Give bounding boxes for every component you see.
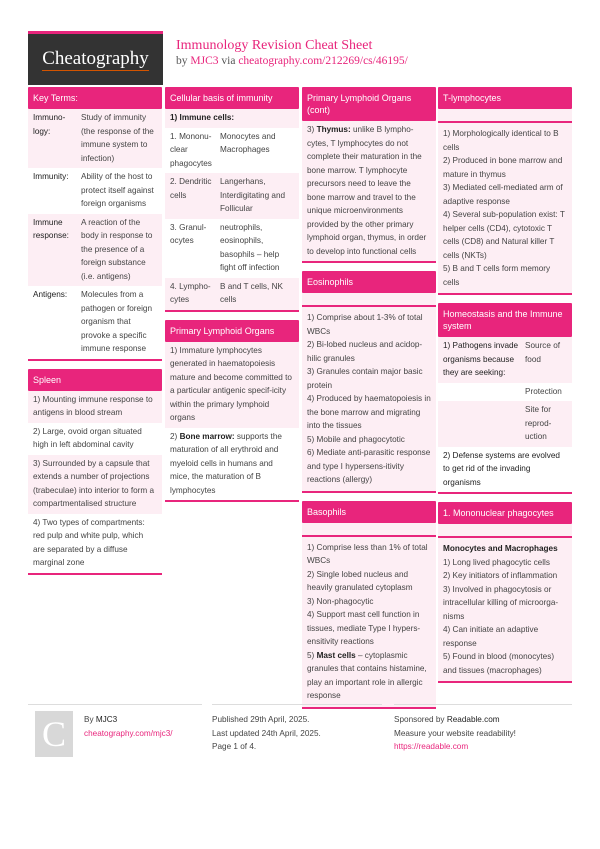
- list-body: [438, 123, 572, 293]
- bold-term: Bone marrow:: [179, 431, 235, 441]
- section-title: T-lymphocytes: [438, 87, 572, 109]
- row-value: Protection: [525, 386, 562, 396]
- sponsor-name: Readable.com: [446, 715, 500, 724]
- cell-examples: Monocytes and Macrophages: [220, 131, 276, 154]
- row-value: Site for reprod-uction: [525, 405, 552, 441]
- list-item: [307, 649, 431, 703]
- table-row: 2) Defense systems are evolved to get rid of the invading organisms: [443, 450, 560, 487]
- definition: Ability of the host to protect itself against foreign organisms: [81, 172, 154, 208]
- term: Immune response:: [33, 217, 69, 240]
- cell-row: [165, 278, 299, 310]
- list-item: 2) Large, ovoid organ situated high in left abdominal cavity: [33, 426, 142, 449]
- list-item: 4) Produced by haematopoiesis in the bone marrow and migrating into the tissues: [307, 394, 431, 430]
- footer-sponsor: [394, 704, 572, 754]
- author-name: MJC3: [95, 715, 118, 724]
- cell-row: [165, 219, 299, 278]
- cell-examples: neutrophils, eosinophils, basophils – help fight off infection: [220, 222, 280, 272]
- definition: Study of immunity (the response of the immune system to infection): [81, 113, 154, 163]
- list-item: [302, 121, 436, 261]
- item-text: supports the maturation of all erythroid and myeloid cells in humans and mice, the maturation of B lymphocytes: [170, 431, 282, 495]
- intro-row: [165, 109, 299, 128]
- subtitle: [176, 55, 408, 67]
- section-title: Spleen: [28, 369, 162, 391]
- intro-label: 1) Immune cells:: [170, 113, 235, 122]
- divider: [302, 293, 436, 307]
- list-body: [302, 307, 436, 491]
- basophils-section: [302, 501, 436, 709]
- item-text: – cytoplasmic granules that contains histamine, play an important role in allergic response: [307, 650, 427, 700]
- cell-row: [165, 128, 299, 174]
- term-row: [28, 286, 162, 359]
- author-profile-link[interactable]: cheatography.com/mjc3/: [84, 728, 173, 738]
- list-item: 1) Morphologically identical to B cells: [443, 129, 559, 152]
- list-item: 3) Non-phagocytic: [307, 596, 374, 606]
- author-line: [84, 713, 202, 727]
- list-item: 3) Involved in phagocytosis or intracellular killing of microorga-nisms: [443, 584, 559, 621]
- key-terms-section: [28, 87, 162, 361]
- updated-date: Last updated 24th April, 2025.: [212, 728, 321, 738]
- list-item: 1) Immature lymphocytes generated in haematopoiesis mature and become committed to a particular antigenic specif-icity within the primary lymphoid organs: [165, 342, 299, 428]
- item-text: unlike B lympho-cytes, T lymphocytes do not complete their maturation in the bone marrow. T lymphocyte precursors need to leave the bone marrow and travel to the unique microenvironments provided by the other primary lymphoid organ, thymus, in order to develop into functional cells: [307, 125, 427, 256]
- column-3: [302, 87, 436, 717]
- sponsor-link[interactable]: https://readable.com: [394, 742, 469, 751]
- list-item: 1) Long lived phagocytic cells: [443, 557, 550, 567]
- via-label: via: [221, 55, 236, 67]
- footer-author: [28, 704, 202, 764]
- term-row: [28, 168, 162, 214]
- section-title: Primary Lymphoid Organs: [165, 320, 299, 342]
- sponsor-line: [394, 713, 572, 727]
- table-row: [438, 383, 572, 402]
- cell-examples: B and T cells, NK cells: [220, 281, 283, 304]
- cell-type: 3. Granul-ocytes: [170, 222, 207, 245]
- list-body: [438, 538, 572, 681]
- column-1: [28, 87, 162, 583]
- section-title: Eosinophils: [302, 271, 436, 293]
- sponsored-label: Sponsored by: [394, 715, 447, 724]
- list-body: [302, 537, 436, 707]
- primary-lymphoid-cont-section: [302, 87, 436, 263]
- t-lymphocytes-section: [438, 87, 572, 295]
- page-number: Page 1 of 4.: [212, 742, 257, 751]
- author-link[interactable]: MJC3: [190, 55, 219, 67]
- table-row: [438, 337, 572, 383]
- published-date: Published 29th April, 2025.: [212, 715, 310, 724]
- sheet-url-link[interactable]: cheatography.com/212269/cs/46195/: [238, 55, 408, 67]
- cell-type: 4. Lympho-cytes: [170, 281, 211, 304]
- list-item: 2) Key initiators of inflammation: [443, 571, 558, 580]
- term: Antigens:: [33, 290, 68, 299]
- list-item: 3) Surrounded by a capsule that extends a number of projections (trabeculae) into interior to form a compartmentalised structure: [28, 455, 162, 514]
- term: Immuno-logy:: [33, 113, 66, 136]
- list-item: 2) Bi-lobed nucleus and acidop-hilic granules: [307, 340, 423, 363]
- list-item: 3) Granules contain major basic protein: [307, 367, 423, 390]
- list-item: 1) Comprise less than 1% of total WBCs: [307, 542, 428, 565]
- bold-term: Mast cells: [316, 650, 356, 660]
- divider: [438, 109, 572, 123]
- list-item: 2) Produced in bone marrow and mature in thymus: [443, 156, 563, 179]
- cell-row: [165, 173, 299, 219]
- list-item: 5) Mobile and phagocytotic: [307, 434, 405, 444]
- list-item: 5) Found in blood (monocytes) and tissues (macrophages): [443, 652, 555, 675]
- cell-examples: Langerhans, Interdigitating and Follicular: [220, 177, 286, 213]
- list-item: 3) Mediated cell-mediated arm of adaptive response: [443, 183, 563, 206]
- table-row: [438, 401, 572, 447]
- sponsor-tagline: Measure your website readability!: [394, 728, 516, 738]
- term-row: [28, 109, 162, 168]
- prefix: 5): [307, 650, 317, 660]
- eosinophils-section: [302, 271, 436, 493]
- divider: [302, 523, 436, 537]
- term-row: [28, 214, 162, 287]
- by-label: By: [84, 715, 96, 724]
- column-2: [165, 87, 299, 510]
- spleen-section: [28, 369, 162, 575]
- section-title: Cellular basis of immunity: [165, 87, 299, 109]
- list-item: 1) Mounting immune response to antigens in blood stream: [28, 391, 162, 423]
- by-label: by: [176, 55, 188, 67]
- list-item: 4) Several sub-population exist: T helper cells (CD4), cytotoxic T cells (CD8) and Natural killer T cells (NKTs): [443, 210, 565, 260]
- section-title: Basophils: [302, 501, 436, 523]
- column-4: [438, 87, 572, 691]
- list-item: 1) Comprise about 1-3% of total WBCs: [307, 313, 423, 336]
- subheading: Monocytes and Macrophages: [443, 544, 558, 553]
- list-item: [165, 428, 299, 501]
- cell-type: 2. Dendritic cells: [170, 177, 212, 200]
- row-label: 1) Pathogens invade organisms because they are seeking:: [443, 341, 519, 377]
- definition: A reaction of the body in response to the presence of a foreign substance (i.e. antigens): [81, 217, 153, 281]
- term: Immunity:: [33, 172, 69, 181]
- divider: [438, 524, 572, 538]
- section-title: Homeostasis and the Immune system: [438, 303, 572, 337]
- section-title: 1. Mononuclear phagocytes: [438, 502, 572, 524]
- mononuclear-phagocytes-section: [438, 502, 572, 683]
- row-value: Source of food: [525, 341, 561, 364]
- list-item: 4) Can initiate an adaptive response: [443, 625, 539, 648]
- cell-type: 1. Mononu-clear phagocytes: [170, 131, 212, 168]
- page-title: Immunology Revision Cheat Sheet: [176, 38, 373, 53]
- prefix: 2): [170, 431, 180, 441]
- list-item: 4) Two types of compartments: red pulp and white pulp, which are separated by a diffuse marginal zone: [33, 517, 145, 567]
- list-item: 6) Mediate anti-parasitic response and type I hypersens-itivity reactions (allergy): [307, 448, 431, 484]
- list-item: 2) Single lobed nucleus and heavily granulated cytoplasm: [307, 569, 413, 592]
- footer-dates: [212, 704, 382, 754]
- primary-lymphoid-section: [165, 320, 299, 503]
- list-item: 5) B and T cells form memory cells: [443, 264, 551, 287]
- cellular-basis-section: [165, 87, 299, 312]
- definition: Molecules from a pathogen or foreign organism that provoke a specific immune response: [81, 290, 153, 353]
- title-block: [176, 38, 408, 67]
- section-title: Key Terms:: [28, 87, 162, 109]
- section-title: Primary Lymphoid Organs (cont): [302, 87, 436, 121]
- bold-term: Thymus:: [316, 125, 351, 134]
- prefix: 3): [307, 125, 317, 134]
- list-item: 4) Support mast cell function in tissues, mediate Type I hypers-ensitivity reactions: [307, 610, 421, 646]
- cheatography-logo[interactable]: [28, 31, 163, 85]
- homeostasis-section: [438, 303, 572, 494]
- avatar: C: [35, 711, 73, 757]
- logo-text: Cheatography: [42, 47, 149, 69]
